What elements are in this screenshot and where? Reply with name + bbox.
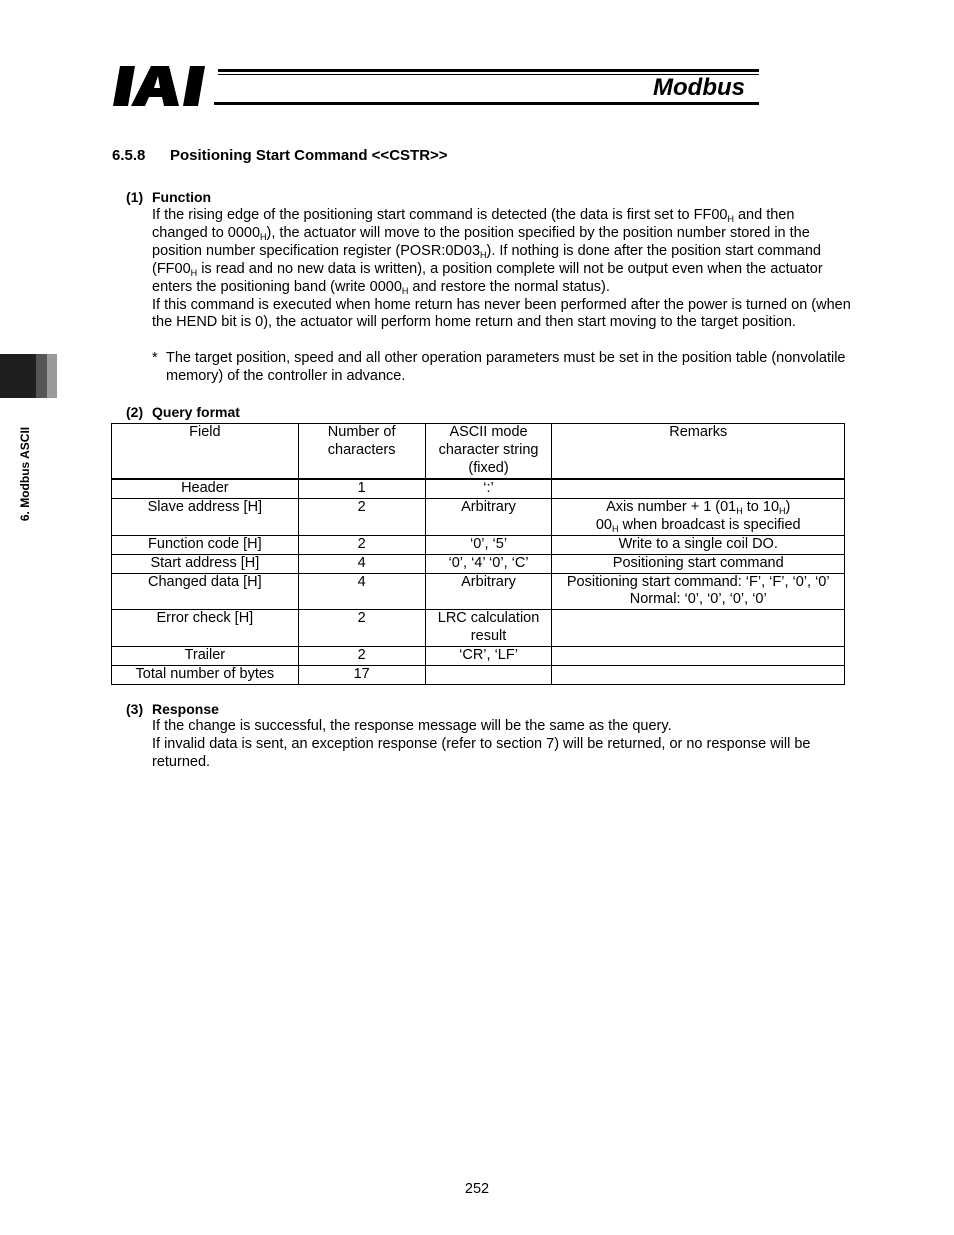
table-cell: Start address [H] [112,554,299,573]
table-cell: 2 [298,610,425,647]
table-cell [552,479,845,498]
function-paragraph-1: If the rising edge of the positioning start command is detected (the data is first set to $FF00_H$ and then changed to $0000_H$), the actuator will move to the position specified by the position number stored in the position number specification register $(POSR:0D03_H)$. If nothing is done after the position start command ($FF00_H$ is read and no new data is written), a position complete will not be output even when the actuator enters the positioning band (write $0000_H$ and restore the normal status). [152,207,823,296]
table-cell: 2 [298,647,425,666]
column-header: Remarks [552,424,845,480]
section-heading: Positioning Start Command <<CSTR>> [170,147,448,164]
table-row [112,647,845,666]
page-number: 252 [464,1181,490,1197]
table-cell [552,647,845,666]
query-heading [126,404,240,420]
header-rule-bottom [214,102,759,105]
header-rule-top [218,69,759,72]
table-cell: LRC calculation result [425,610,552,647]
table-cell: Trailer [112,647,299,666]
side-tab-block-mid [36,354,47,398]
column-header: Number of characters [298,424,425,480]
table-row [112,573,845,610]
response-body [152,718,852,772]
response-paragraph-1: If the change is successful, the response message will be the same as the query. [152,718,672,734]
function-paragraph-2: If this command is executed when home return has never been performed after the power is turned on (when the HEND bit is 0), the actuator will perform home return and then start moving to the target position. [152,296,851,331]
response-heading [126,701,219,717]
table-header-row [112,424,845,480]
table-cell: ‘0’, ‘5’ [425,535,552,554]
section-title [112,147,448,164]
table-cell: ‘:’ [425,479,552,498]
table-cell: Error check [H] [112,610,299,647]
function-body [152,207,852,332]
table-row [112,554,845,573]
table-cell: Axis number + 1 ($01_H$ to $10_H$) $00_H$ when broadcast is specified [552,498,845,535]
iai-logo [113,66,213,106]
table-cell: 2 [298,535,425,554]
table-cell: 2 [298,498,425,535]
query-title: Query format [152,404,240,420]
note-asterisk: * [152,350,158,366]
table-cell: Write to a single coil DO. [552,535,845,554]
table-cell: 4 [298,573,425,610]
table-cell: Changed data [H] [112,573,299,610]
table-cell: Header [112,479,299,498]
column-header: Field [112,424,299,480]
response-number: (3) [126,701,144,717]
table-cell [425,666,552,685]
function-note [152,350,852,386]
table-cell: Total number of bytes [112,666,299,685]
table-cell: Slave address [H] [112,498,299,535]
table-cell [552,610,845,647]
header-title: Modbus [653,74,745,101]
table-row [112,479,845,498]
table-row [112,610,845,647]
table-cell: ‘CR’, ‘LF’ [425,647,552,666]
response-title: Response [152,701,219,717]
side-tab-label: 6. Modbus ASCII [18,426,32,522]
response-paragraph-2: If invalid data is sent, an exception response (refer to section 7) will be returned, or no response will be returned. [152,735,811,770]
table-cell: 17 [298,666,425,685]
section-number: 6.5.8 [112,147,146,164]
table-cell: Arbitrary [425,573,552,610]
table-row [112,498,845,535]
table-row [112,535,845,554]
table-cell [552,666,845,685]
table-row [112,666,845,685]
side-tab-block-light [47,354,57,398]
query-number: (2) [126,404,144,420]
table-cell: 1 [298,479,425,498]
function-heading [126,189,211,205]
table-cell: 4 [298,554,425,573]
table-cell: Positioning start command: ‘F’, ‘F’, ‘0’, ‘0’ Normal: ‘0’, ‘0’, ‘0’, ‘0’ [552,573,845,610]
note-text: The target position, speed and all other operation parameters must be set in the position table (nonvolatile memory) of the controller in advance. [166,350,846,384]
table-cell: ‘0’, ‘4’ ‘0’, ‘C’ [425,554,552,573]
query-format-table [111,423,845,685]
table-cell: Function code [H] [112,535,299,554]
table-cell: Arbitrary [425,498,552,535]
table-cell: Positioning start command [552,554,845,573]
function-number: (1) [126,189,144,205]
side-tab-block [0,354,36,398]
column-header: ASCII mode character string (fixed) [425,424,552,480]
function-title: Function [152,189,212,205]
